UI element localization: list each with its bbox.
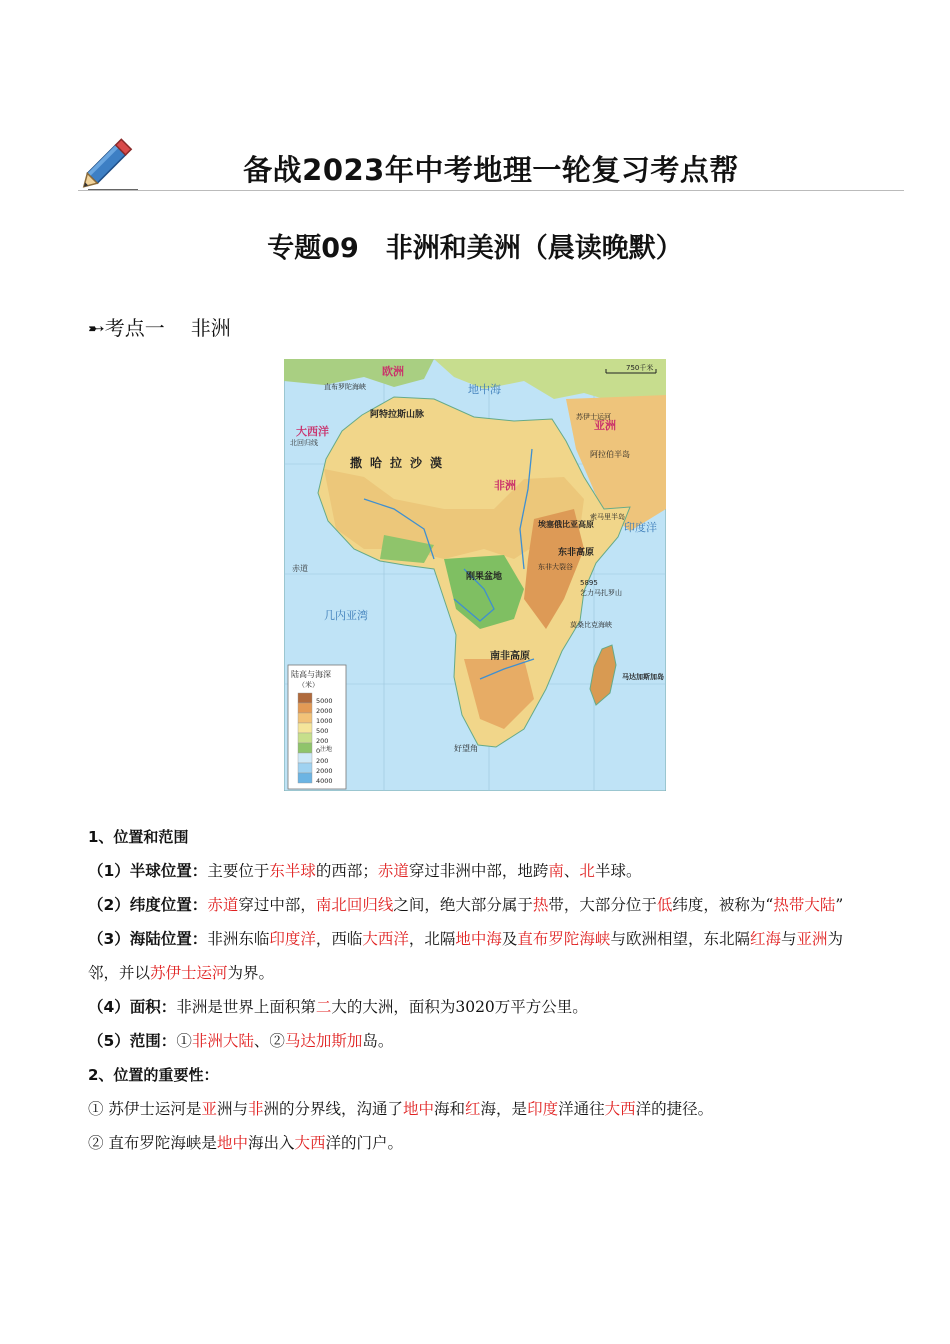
legend-swatch <box>298 753 312 763</box>
legend-level: 2000 <box>316 767 333 775</box>
main-title: 备战2023年中考地理一轮复习考点帮 <box>243 153 739 187</box>
label-sahara: 撒哈拉沙漠 <box>350 456 451 470</box>
label-africa: 非洲 <box>494 479 516 492</box>
label-kilimanjaro: 乞力马扎罗山 <box>580 589 622 597</box>
legend-swatch <box>298 743 312 753</box>
label-suez: 苏伊士运河 <box>576 413 611 421</box>
label-equator: 赤道 <box>292 564 308 573</box>
section-2-title: 2、位置的重要性： <box>88 1066 219 1084</box>
legend-low: 注地 <box>320 746 333 753</box>
legend-swatch <box>298 733 312 743</box>
para-suez: ① 苏伊士运河是亚洲与非洲的分界线，沟通了地中海和红海，是印度洋通往大西洋的捷径。 <box>88 1100 714 1118</box>
label-europe-1: 欧洲 <box>382 365 404 378</box>
label-madagascar: 马达加斯加岛 <box>622 673 664 681</box>
label-arabia: 阿拉伯半岛 <box>590 450 630 459</box>
label-mozambique: 莫桑比克海峡 <box>570 621 612 629</box>
para-latitude: （2）纬度位置：赤道穿过中部，南北回归线之间，绝大部分属于热带，大部分位于低纬度，被称为“热带大陆” <box>88 896 844 914</box>
label-atlas: 阿特拉斯山脉 <box>370 410 425 420</box>
legend-level: 5000 <box>316 697 333 705</box>
scale-label: 750千米 <box>626 364 654 372</box>
label-rift: 东非大裂谷 <box>538 563 573 571</box>
label-somali: 索马里半岛 <box>590 513 625 521</box>
label-mediterranean: 地中海 <box>468 383 501 396</box>
legend-level: 200 <box>316 757 329 765</box>
para-hemisphere: （1）半球位置：主要位于东半球的西部；赤道穿过非洲中部，地跨南、北半球。 <box>88 862 642 880</box>
legend-level: 500 <box>316 727 329 735</box>
section-label: 考点一 <box>104 316 165 340</box>
legend-level: 4000 <box>316 777 333 785</box>
legend-level: 2000 <box>316 707 333 715</box>
label-gibraltar: 直布罗陀海峡 <box>324 383 366 391</box>
page-header <box>78 128 904 194</box>
label-kili-height: 5895 <box>580 579 598 587</box>
label-congo: 刚果盆地 <box>466 572 503 582</box>
section-1-title: 1、位置和范围 <box>88 828 189 846</box>
label-ethiopia: 埃塞俄比亚高原 <box>538 520 594 529</box>
para-land-sea: （3）海陆位置：非洲东临印度洋，西临大西洋，北隔地中海及直布罗陀海峡与欧洲相望，东北隔红海与亚洲为邻，并以苏伊士运河为界。 <box>88 930 844 982</box>
legend-swatch <box>298 723 312 733</box>
para-area: （4）面积：非洲是世界上面积第二大的大洲，面积为3020万平方公里。 <box>88 998 588 1016</box>
label-guinea: 几内亚湾 <box>324 609 368 622</box>
legend-unit: （米） <box>298 681 319 689</box>
legend-level: 0 <box>316 747 321 755</box>
label-cape: 好望角 <box>454 744 478 753</box>
label-indian-ocean: 印度洋 <box>624 521 657 534</box>
content <box>88 820 868 1160</box>
legend-swatch <box>298 713 312 723</box>
section-heading <box>88 312 231 341</box>
section-name: 非洲 <box>190 316 231 340</box>
label-tropic: 北回归线 <box>290 439 318 447</box>
label-asia: 亚洲 <box>594 419 616 432</box>
arrow-icon: ➸ <box>88 316 105 340</box>
map-legend <box>288 665 346 789</box>
legend-level: 1000 <box>316 717 333 725</box>
para-gibraltar: ② 直布罗陀海峡是地中海出入大西洋的门户。 <box>88 1134 403 1152</box>
para-scope: （5）范围：①非洲大陆、②马达加斯加岛。 <box>88 1032 394 1050</box>
africa-map <box>284 359 666 791</box>
label-atlantic-1: 大西洋 <box>296 425 329 438</box>
legend-swatch <box>298 763 312 773</box>
label-east-plateau: 东非高原 <box>558 548 595 558</box>
header-divider <box>78 190 904 191</box>
legend-level: 200 <box>316 737 329 745</box>
legend-swatch <box>298 693 312 703</box>
label-south-plateau: 南非高原 <box>490 651 530 662</box>
legend-swatch <box>298 773 312 783</box>
topic-title: 专题09 非洲和美洲（晨读晚默） <box>267 233 683 264</box>
legend-title: 陆高与海深 <box>291 670 331 679</box>
legend-swatch <box>298 703 312 713</box>
